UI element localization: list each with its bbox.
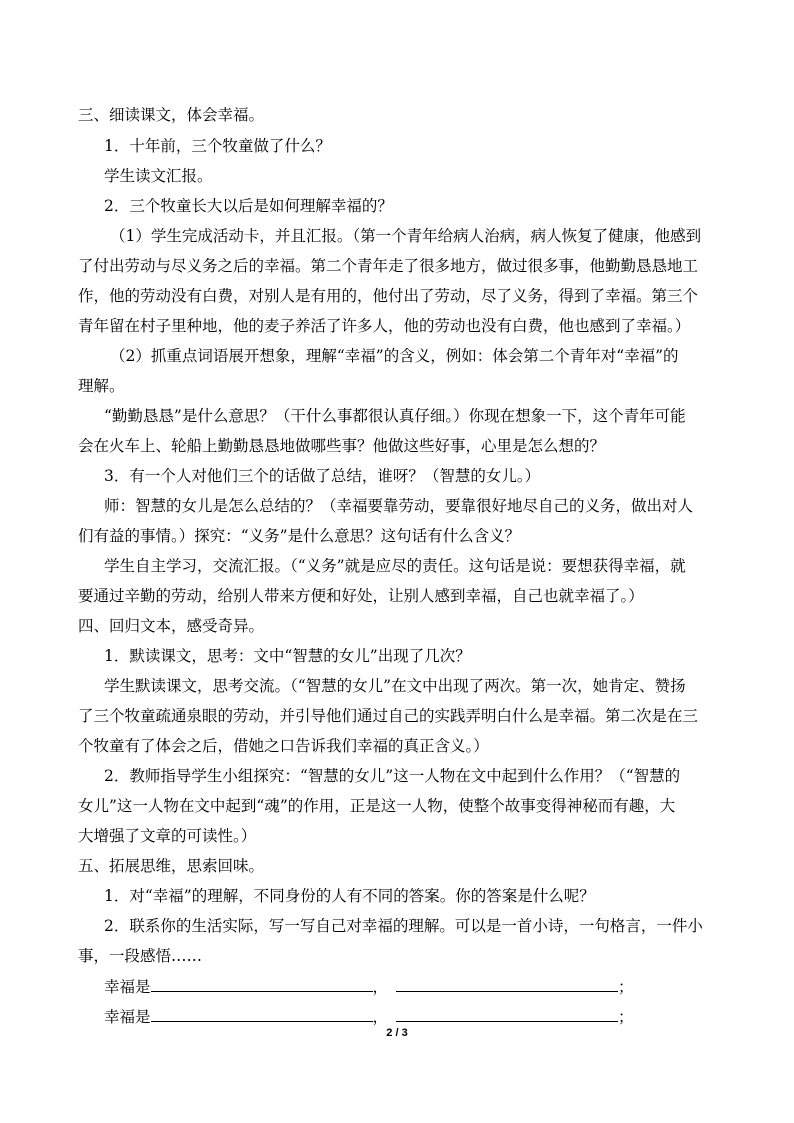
paragraph: 学生读文汇报。 [104,167,213,185]
fill-separator: ， [372,1008,389,1026]
fill-end: ； [618,1008,634,1026]
fill-in-row [104,1006,634,1027]
answer-blank[interactable] [396,1006,618,1022]
question-1: 1．对“幸福”的理解，不同身份的人有不同的答案。你的答案是什么呢？ [104,887,595,905]
question-1: 1．十年前，三个牧童做了什么？ [104,137,331,155]
fill-label: 幸福是 [104,1008,151,1026]
paragraph: （1）学生完成活动卡，并且汇报。（第一个青年给病人治病，病人恢复了健康，他感到 [110,227,702,245]
paragraph: （2）抓重点词语展开想象，理解“幸福”的含义，例如：体会第二个青年对“幸福”的 [110,347,679,365]
question-2: 2．教师指导学生小组探究：“智慧的女儿”这一人物在文中起到什么作用？（“智慧的 [104,767,681,785]
paragraph: 要通过辛勤的劳动，给别人带来方便和好处，让别人感到幸福，自己也就幸福了。） [78,587,644,605]
paragraph: 学生默读课文，思考交流。（“智慧的女儿”在文中出现了两次。第一次，她肯定、赞扬 [104,677,686,695]
page-number: 2 / 3 [386,1027,408,1039]
question-1: 1．默读课文，思考：文中“智慧的女儿”出现了几次？ [104,647,471,665]
paragraph: 了付出劳动与尽义务之后的幸福。第二个青年走了很多地方，做过很多事，他勤勤恳恳地工 [78,257,699,275]
fill-label: 幸福是 [104,978,151,996]
section-heading-3: 三、细读课文，体会幸福。 [78,106,265,124]
paragraph: 事，一段感悟…… [78,947,203,965]
paragraph: “勤勤恳恳”是什么意思？（干什么事都很认真仔细。）你现在想象一下，这个青年可能 [104,407,686,425]
paragraph: 青年留在村子里种地，他的麦子养活了许多人，他的劳动也没有白费，他也感到了幸福。） [78,317,691,335]
section-heading-4: 四、回归文本，感受奇异。 [78,617,265,635]
paragraph: 个牧童有了体会之后，借她之口告诉我们幸福的真正含义。） [78,737,489,755]
fill-in-row [104,976,634,997]
section-heading-5: 五、拓展思维，思索回味。 [78,857,265,875]
paragraph: 们有益的事情。）探究：“义务”是什么意思？这句话有什么含义？ [78,527,521,545]
question-2: 2．三个牧童长大以后是如何理解幸福的？ [104,197,393,215]
paragraph: 大增强了文章的可读性。） [78,827,257,845]
paragraph: 师：智慧的女儿是怎么总结的？（幸福要靠劳动，要靠很好地尽自己的义务，做出对人 [104,497,694,515]
paragraph: 作，他的劳动没有白费，对别人是有用的，他付出了劳动，尽了义务，得到了幸福。第三个 [78,287,699,305]
question-3: 3．有一个人对他们三个的话做了总结，谁呀？（智慧的女儿。） [104,467,541,485]
fill-end: ； [618,978,634,996]
paragraph: 会在火车上、轮船上勤勤恳恳地做哪些事？他做这些好事，心里是怎么想的？ [78,437,606,455]
paragraph: 了三个牧童疏通泉眼的劳动，并引导他们通过自己的实践弄明白什么是幸福。第二次是在三 [78,707,699,725]
paragraph: 理解。 [78,377,125,395]
answer-blank[interactable] [151,976,373,992]
answer-blank[interactable] [151,1006,373,1022]
paragraph: 学生自主学习，交流汇报。（“义务”就是应尽的责任。这句话是说：要想获得幸福，就 [104,557,686,575]
fill-separator: ， [372,978,389,996]
question-2: 2．联系你的生活实际，写一写自己对幸福的理解。可以是一首小诗，一句格言，一件小 [104,917,703,935]
answer-blank[interactable] [396,976,618,992]
paragraph: 女儿”这一人物在文中起到“魂”的作用，正是这一人物，使整个故事变得神秘而有趣，大 [78,797,676,815]
